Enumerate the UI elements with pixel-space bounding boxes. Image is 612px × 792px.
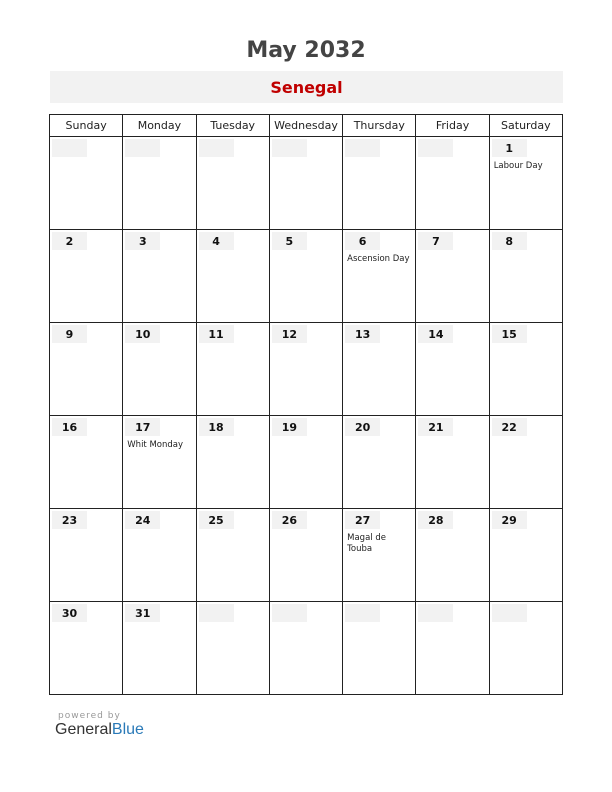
- brand-general: General: [55, 721, 112, 738]
- week-row: [50, 137, 563, 230]
- day-number: 2: [52, 232, 87, 250]
- day-number: 3: [125, 232, 160, 250]
- day-cell[interactable]: [196, 509, 269, 602]
- day-cell[interactable]: [489, 323, 562, 416]
- day-number: 22: [492, 418, 527, 436]
- day-cell[interactable]: [123, 602, 196, 695]
- day-cell[interactable]: [269, 323, 342, 416]
- holiday-label: Whit Monday: [127, 440, 184, 450]
- day-number: 12: [272, 325, 307, 343]
- holiday-label: Ascension Day: [347, 254, 410, 264]
- day-cell[interactable]: [489, 137, 562, 230]
- day-number: 31: [125, 604, 160, 622]
- empty-day-cell: [269, 602, 342, 695]
- empty-day-cell: [416, 602, 489, 695]
- day-number: [345, 604, 380, 622]
- day-number: 4: [199, 232, 234, 250]
- day-number: 21: [418, 418, 453, 436]
- day-number: 24: [125, 511, 160, 529]
- weekday-header: Friday: [416, 115, 489, 137]
- empty-day-cell: [343, 602, 416, 695]
- day-cell[interactable]: [50, 602, 123, 695]
- day-cell[interactable]: [123, 323, 196, 416]
- day-number: 13: [345, 325, 380, 343]
- day-cell[interactable]: [196, 416, 269, 509]
- generalblue-logo[interactable]: [55, 721, 144, 739]
- day-number: 11: [199, 325, 234, 343]
- week-row: [50, 416, 563, 509]
- week-row: [50, 230, 563, 323]
- day-number: [345, 139, 380, 157]
- country-name: Senegal: [270, 77, 343, 97]
- day-cell[interactable]: [343, 323, 416, 416]
- weekday-header: Saturday: [489, 115, 562, 137]
- day-cell[interactable]: [416, 509, 489, 602]
- day-number: 27: [345, 511, 380, 529]
- weekday-header: Monday: [123, 115, 196, 137]
- day-number: 28: [418, 511, 453, 529]
- day-cell[interactable]: [489, 416, 562, 509]
- day-cell[interactable]: [50, 230, 123, 323]
- day-number: 14: [418, 325, 453, 343]
- day-number: 16: [52, 418, 87, 436]
- day-number: 1: [492, 139, 527, 157]
- day-cell[interactable]: [343, 416, 416, 509]
- day-number: 18: [199, 418, 234, 436]
- day-number: [199, 139, 234, 157]
- holiday-label: Labour Day: [493, 161, 543, 171]
- day-number: [418, 139, 453, 157]
- day-number: 17: [125, 418, 160, 436]
- day-cell[interactable]: [416, 323, 489, 416]
- day-cell[interactable]: [489, 509, 562, 602]
- week-row: [50, 602, 563, 695]
- day-cell[interactable]: [123, 416, 196, 509]
- powered-by-text: powered by: [58, 711, 121, 721]
- day-cell[interactable]: [416, 230, 489, 323]
- country-banner: [50, 71, 563, 103]
- holiday-label: Magal de Touba: [347, 533, 386, 554]
- day-cell[interactable]: [123, 509, 196, 602]
- brand-blue: Blue: [111, 721, 144, 738]
- day-number: 8: [492, 232, 527, 250]
- empty-day-cell: [123, 137, 196, 230]
- day-cell[interactable]: [50, 509, 123, 602]
- weekday-header: Sunday: [50, 115, 123, 137]
- day-number: 20: [345, 418, 380, 436]
- day-number: 29: [492, 511, 527, 529]
- empty-day-cell: [50, 137, 123, 230]
- week-row: [50, 509, 563, 602]
- page-title: May 2032: [246, 38, 366, 63]
- empty-day-cell: [269, 137, 342, 230]
- day-cell[interactable]: [269, 230, 342, 323]
- day-number: 10: [125, 325, 160, 343]
- day-number: [272, 139, 307, 157]
- day-number: [272, 604, 307, 622]
- weekday-header: Wednesday: [269, 115, 342, 137]
- day-number: [125, 139, 160, 157]
- day-number: [52, 139, 87, 157]
- day-number: 5: [272, 232, 307, 250]
- weekday-header-row: [50, 115, 563, 137]
- week-row: [50, 323, 563, 416]
- day-cell[interactable]: [196, 323, 269, 416]
- day-cell[interactable]: [269, 509, 342, 602]
- weekday-header: Thursday: [343, 115, 416, 137]
- day-cell[interactable]: [269, 416, 342, 509]
- day-number: 19: [272, 418, 307, 436]
- day-cell[interactable]: [416, 416, 489, 509]
- empty-day-cell: [343, 137, 416, 230]
- empty-day-cell: [196, 602, 269, 695]
- day-cell[interactable]: [489, 230, 562, 323]
- day-number: [492, 604, 527, 622]
- day-cell[interactable]: [123, 230, 196, 323]
- day-number: 9: [52, 325, 87, 343]
- day-number: 15: [492, 325, 527, 343]
- weekday-header: Tuesday: [196, 115, 269, 137]
- empty-day-cell: [196, 137, 269, 230]
- day-cell[interactable]: [196, 230, 269, 323]
- empty-day-cell: [416, 137, 489, 230]
- day-cell[interactable]: [50, 416, 123, 509]
- day-number: [199, 604, 234, 622]
- calendar-grid: [49, 114, 563, 695]
- day-number: [418, 604, 453, 622]
- day-number: 7: [418, 232, 453, 250]
- day-cell[interactable]: [343, 230, 416, 323]
- day-cell[interactable]: [343, 509, 416, 602]
- day-number: 30: [52, 604, 87, 622]
- day-cell[interactable]: [50, 323, 123, 416]
- empty-day-cell: [489, 602, 562, 695]
- day-number: 23: [52, 511, 87, 529]
- day-number: 25: [199, 511, 234, 529]
- day-number: 6: [345, 232, 380, 250]
- day-number: 26: [272, 511, 307, 529]
